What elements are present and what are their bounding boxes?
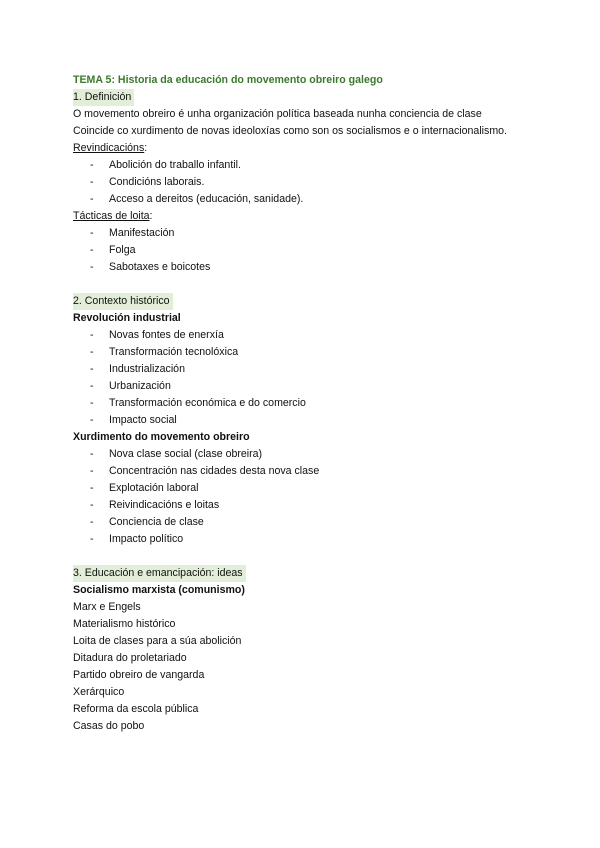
list-item: - Nova clase social (clase obreira)	[73, 446, 543, 463]
tactics-label-line: Tácticas de loita:	[73, 210, 153, 222]
section-3-heading: 3. Educación e emancipación: ideas	[73, 565, 246, 582]
workers-movement-label: Xurdimento do movemento obreiro	[73, 431, 250, 443]
list-item: - Sabotaxes e boicotes	[73, 259, 543, 276]
text-line: Ditadura do proletariado	[73, 652, 187, 664]
revindications-list	[73, 157, 543, 208]
list-item: - Transformación tecnolóxica	[73, 344, 543, 361]
definition-paragraph-1: O movemento obreiro é unha organización política baseada nunha conciencia de clase	[73, 108, 482, 120]
list-item: - Urbanización	[73, 378, 543, 395]
industrial-revolution-list	[73, 327, 543, 429]
list-item: - Conciencia de clase	[73, 514, 543, 531]
industrial-revolution-label: Revolución industrial	[73, 312, 181, 324]
list-item: - Impacto social	[73, 412, 543, 429]
workers-movement-list	[73, 446, 543, 548]
marxist-socialism-label: Socialismo marxista (comunismo)	[73, 584, 245, 596]
text-line: Materialismo histórico	[73, 618, 176, 630]
list-item: - Acceso a dereitos (educación, sanidade).	[73, 191, 543, 208]
document-page	[73, 72, 543, 735]
definition-paragraph-2: Coincide co xurdimento de novas ideoloxías como son os socialismos e o internacionalismo.	[73, 125, 507, 137]
tactics-label: Tácticas de loita	[73, 210, 150, 222]
list-item: - Manifestación	[73, 225, 543, 242]
text-line: Marx e Engels	[73, 601, 141, 613]
list-item: - Condicións laborais.	[73, 174, 543, 191]
list-item: - Explotación laboral	[73, 480, 543, 497]
revindications-label-line: Revindicacións:	[73, 142, 148, 154]
list-item: - Reivindicacións e loitas	[73, 497, 543, 514]
list-item: - Folga	[73, 242, 543, 259]
list-item: - Transformación económica e do comercio	[73, 395, 543, 412]
list-item: - Novas fontes de enerxía	[73, 327, 543, 344]
text-line: Partido obreiro de vangarda	[73, 669, 205, 681]
revindications-label: Revindicacións	[73, 142, 145, 154]
text-line: Loita de clases para a súa abolición	[73, 635, 242, 647]
section-1-heading: 1. Definición	[73, 89, 134, 106]
document-title: TEMA 5: Historia da educación do movemento obreiro galego	[73, 74, 383, 86]
tactics-list	[73, 225, 543, 276]
text-line: Reforma da escola pública	[73, 703, 199, 715]
text-line: Xerárquico	[73, 686, 125, 698]
list-item: - Industrialización	[73, 361, 543, 378]
list-item: - Impacto político	[73, 531, 543, 548]
text-line: Casas do pobo	[73, 720, 145, 732]
section-2-heading: 2. Contexto histórico	[73, 293, 173, 310]
list-item: - Abolición do traballo infantil.	[73, 157, 543, 174]
list-item: - Concentración nas cidades desta nova clase	[73, 463, 543, 480]
